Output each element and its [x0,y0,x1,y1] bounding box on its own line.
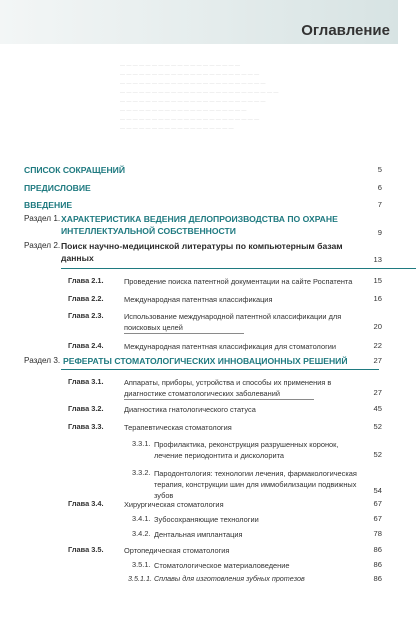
section-title: Поиск научно-медицинской литературы по компьютерным базам данных [61,241,343,263]
section-label: Раздел 3. [24,356,61,365]
chapter-title: Проведение поиска патентной документации на сайте Роспатента [124,277,353,286]
chapter-title: Аппараты, приборы, устройства и способы их применения в диагностике стоматологических заболеваний [124,378,332,398]
subsection-number: 3.3.2. [132,468,151,477]
toc-subsection[interactable] [24,529,382,541]
toc-page-number: 13 [373,255,382,264]
toc-entry-label: ВВЕДЕНИЕ [24,200,73,210]
page-title: Оглавление [301,22,390,39]
subsection-title: Зубосохраняющие технологии [154,515,259,524]
chapter-label: Глава 2.1. [68,276,104,285]
toc-subsubsection[interactable] [24,574,382,586]
chapter-title: Терапевтическая стоматология [124,423,232,432]
toc-section[interactable] [24,214,382,240]
section-divider [61,268,416,269]
section-label: Раздел 1. [24,214,61,223]
toc-section[interactable] [24,241,382,267]
toc-chapter[interactable] [24,294,382,306]
chapter-label: Глава 2.3. [68,311,104,320]
toc-subsection[interactable] [24,439,382,463]
toc-chapter[interactable] [24,311,382,335]
chapter-label: Глава 2.4. [68,341,104,350]
toc-page-number: 78 [373,529,382,538]
section-divider [61,369,379,370]
toc-page-number: 67 [373,499,382,508]
toc-page-number: 6 [377,183,382,192]
chapter-title: Использование международной патентной классификации для поисковых целей [124,312,342,332]
section-title: РЕФЕРАТЫ СТОМАТОЛОГИЧЕСКИХ ИННОВАЦИОННЫХ РЕШЕНИЙ [63,356,348,366]
toc-page-number: 7 [377,200,382,209]
toc-chapter[interactable] [24,404,382,416]
subsection-title: Профилактика, реконструкция разрушенных коронок, лечение периодонтита и дисколорита [154,440,339,460]
toc-page-number: 67 [373,514,382,523]
subsection-title: Дентальная имплантация [154,530,243,539]
chapter-title: Диагностика гнатологического статуса [124,405,256,414]
toc-page-number: 9 [377,228,382,237]
toc-page-number: 52 [373,422,382,431]
toc-chapter[interactable] [24,276,382,288]
subsection-number: 3.4.2. [132,529,151,538]
toc-page-number: 54 [373,486,382,495]
toc-subsection[interactable] [24,514,382,526]
toc-section[interactable] [24,356,382,368]
subsection-title: Стоматологическое материаловедение [154,561,290,570]
toc-chapter[interactable] [24,422,382,434]
toc-page-number: 5 [377,165,382,174]
text-underline [124,333,244,334]
chapter-label: Глава 2.2. [68,294,104,303]
toc-page-number: 52 [373,450,382,459]
toc-page-number: 16 [373,294,382,303]
subsection-title: Пародонтология: технологии лечения, фармакологическая терапия, конструкции шин для иммобилизации подвижных зубов [154,469,357,500]
chapter-label: Глава 3.1. [68,377,104,386]
chapter-title: Международная патентная классификация для стоматологии [124,342,337,351]
chapter-label: Глава 3.2. [68,404,104,413]
toc-page-number: 86 [373,560,382,569]
chapter-title: Международная патентная классификация [124,295,273,304]
toc-page-number: 27 [373,356,382,365]
toc-page-number: 27 [373,388,382,397]
subsubsection-title: 3.5.1.1. Сплавы для изготовления зубных протезов [128,574,305,583]
toc-chapter[interactable] [24,499,382,511]
chapter-title: Ортопедическая стоматология [124,546,230,555]
toc-subsection[interactable] [24,560,382,572]
chapter-label: Глава 3.5. [68,545,104,554]
toc-page-number: 22 [373,341,382,350]
section-title: ХАРАКТЕРИСТИКА ВЕДЕНИЯ ДЕЛОПРОИЗВОДСТВА ПО ОХРАНЕ ИНТЕЛЛЕКТУАЛЬНОЙ СОБСТВЕННОСТИ [61,214,338,236]
toc-page-number: 15 [373,276,382,285]
text-underline [124,399,314,400]
toc-page-number: 86 [373,574,382,583]
chapter-label: Глава 3.3. [68,422,104,431]
toc-chapter[interactable] [24,545,382,557]
section-label: Раздел 2. [24,241,61,250]
chapter-title: Хирургическая стоматология [124,500,224,509]
bleed-through-texture: — — — — — — — — — — — — — — — — — — — — — — — — — — — — — — — — — — — — — — — — — — — — — — — — — — — — — — — — — — — — — — — — — — — — — — — — — — — — — — — — — — — — — — — — — — — — — — — — — — — — — — — — — — — — — — — — — — — — — — — — — — — — — — — — — — — — — — — — — — — — — — — — — — — — — — — — — — — — — — — — — — — — — — — — — — — — [120,63,279,132]
subsection-number: 3.3.1. [132,439,151,448]
toc-page-number: 45 [373,404,382,413]
toc-page-number: 20 [373,322,382,331]
subsection-number: 3.4.1. [132,514,151,523]
toc-chapter[interactable] [24,377,382,401]
toc-entry-label: СПИСОК СОКРАЩЕНИЙ [24,165,126,175]
toc-chapter[interactable] [24,341,382,353]
toc-page-number: 86 [373,545,382,554]
toc-entry-label: ПРЕДИСЛОВИЕ [24,183,91,193]
chapter-label: Глава 3.4. [68,499,104,508]
subsection-number: 3.5.1. [132,560,151,569]
